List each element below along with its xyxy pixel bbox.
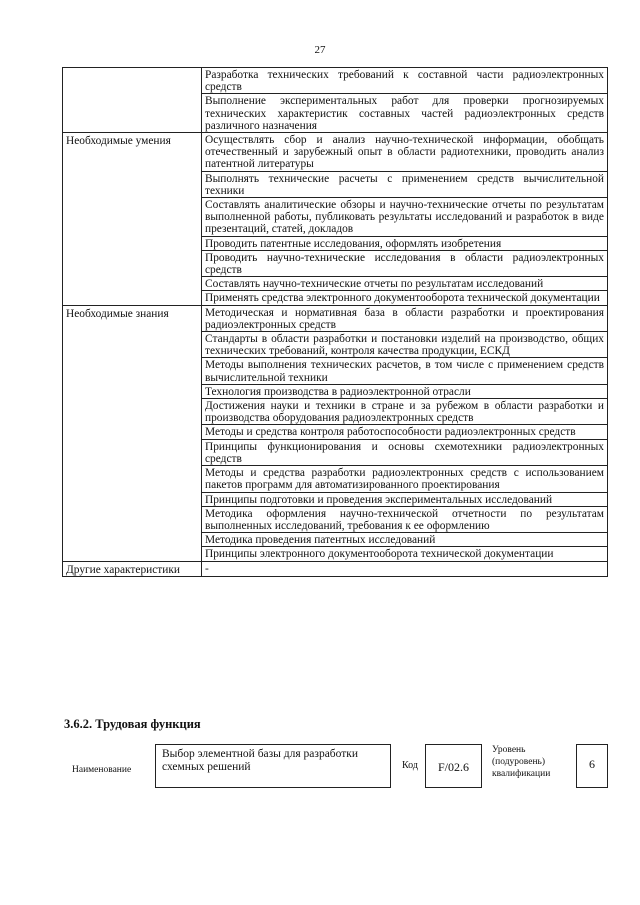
row-group-label: Необходимые умения <box>63 133 202 306</box>
table-row <box>63 68 608 94</box>
table-cell: Технология производства в радиоэлектронной отрасли <box>202 384 608 398</box>
row-group-label: Другие характеристики <box>63 561 202 576</box>
table-row <box>63 133 608 172</box>
table-cell: Методика проведения патентных исследований <box>202 533 608 547</box>
requirements-table-body <box>63 68 608 577</box>
labor-function-header <box>0 744 640 794</box>
table-cell: Разработка технических требований к составной части радиоэлектронных средств <box>202 68 608 94</box>
table-cell: Методы и средства разработки радиоэлектронных средств с использованием пакетов программ для автоматизированного проектирования <box>202 466 608 492</box>
table-cell: Принципы функционирования и основы схемотехники радиоэлектронных средств <box>202 439 608 465</box>
requirements-table <box>62 67 608 577</box>
section-title: 3.6.2. Трудовая функция <box>64 717 201 731</box>
code-label: Код <box>402 760 418 771</box>
row-group-label: Необходимые знания <box>63 305 202 561</box>
row-group-label <box>63 68 202 133</box>
name-value-box: Выбор элементной базы для разработки схемных решений <box>155 744 391 788</box>
table-cell: Выполнять технические расчеты с применением средств вычислительной техники <box>202 171 608 197</box>
table-cell: Составлять научно-технические отчеты по результатам исследований <box>202 277 608 291</box>
table-row <box>63 305 608 331</box>
table-cell: Проводить научно-технические исследования в области радиоэлектронных средств <box>202 250 608 276</box>
table-cell: Методика оформления научно-технической отчетности по результатам выполненных исследований, требования к ее оформлению <box>202 506 608 532</box>
table-row <box>63 561 608 576</box>
table-cell: Составлять аналитические обзоры и научно-технические отчеты по результатам выполненной работы, публиковать результаты исследований и разработок в виде презентаций, статей, докладов <box>202 198 608 237</box>
table-cell: Достижения науки и техники в стране и за рубежом в области разработки и производства оборудования радиоэлектронных средств <box>202 399 608 425</box>
table-cell: Проводить патентные исследования, оформлять изобретения <box>202 236 608 250</box>
table-cell: Выполнение экспериментальных работ для проверки прогнозируемых технических характеристик составных частей радиоэлектронных средств различного назначения <box>202 94 608 133</box>
table-cell: Стандарты в области разработки и постановки изделий на производство, общих технических требований, контроля качества продукции, ЕСКД <box>202 332 608 358</box>
table-cell: Применять средства электронного документооборота технической документации <box>202 291 608 305</box>
page-number: 27 <box>314 44 326 56</box>
level-label: Уровень (подуровень) квалификации <box>492 745 551 779</box>
name-label: Наименование <box>72 765 132 775</box>
table-cell: Методы и средства контроля работоспособности радиоэлектронных средств <box>202 425 608 439</box>
code-value-box: F/02.6 <box>425 744 482 788</box>
level-value-box: 6 <box>576 744 608 788</box>
table-cell: Методическая и нормативная база в области разработки и проектирования радиоэлектронных средств <box>202 305 608 331</box>
table-cell: Осуществлять сбор и анализ научно-технической информации, обобщать отечественный и зарубежный опыт в области радиотехники, проводить анализ патентной литературы <box>202 133 608 172</box>
table-cell: Принципы подготовки и проведения экспериментальных исследований <box>202 492 608 506</box>
table-cell: Принципы электронного документооборота технической документации <box>202 547 608 561</box>
table-cell: Методы выполнения технических расчетов, в том числе с применением средств вычислительной техники <box>202 358 608 384</box>
table-cell: - <box>202 561 608 576</box>
